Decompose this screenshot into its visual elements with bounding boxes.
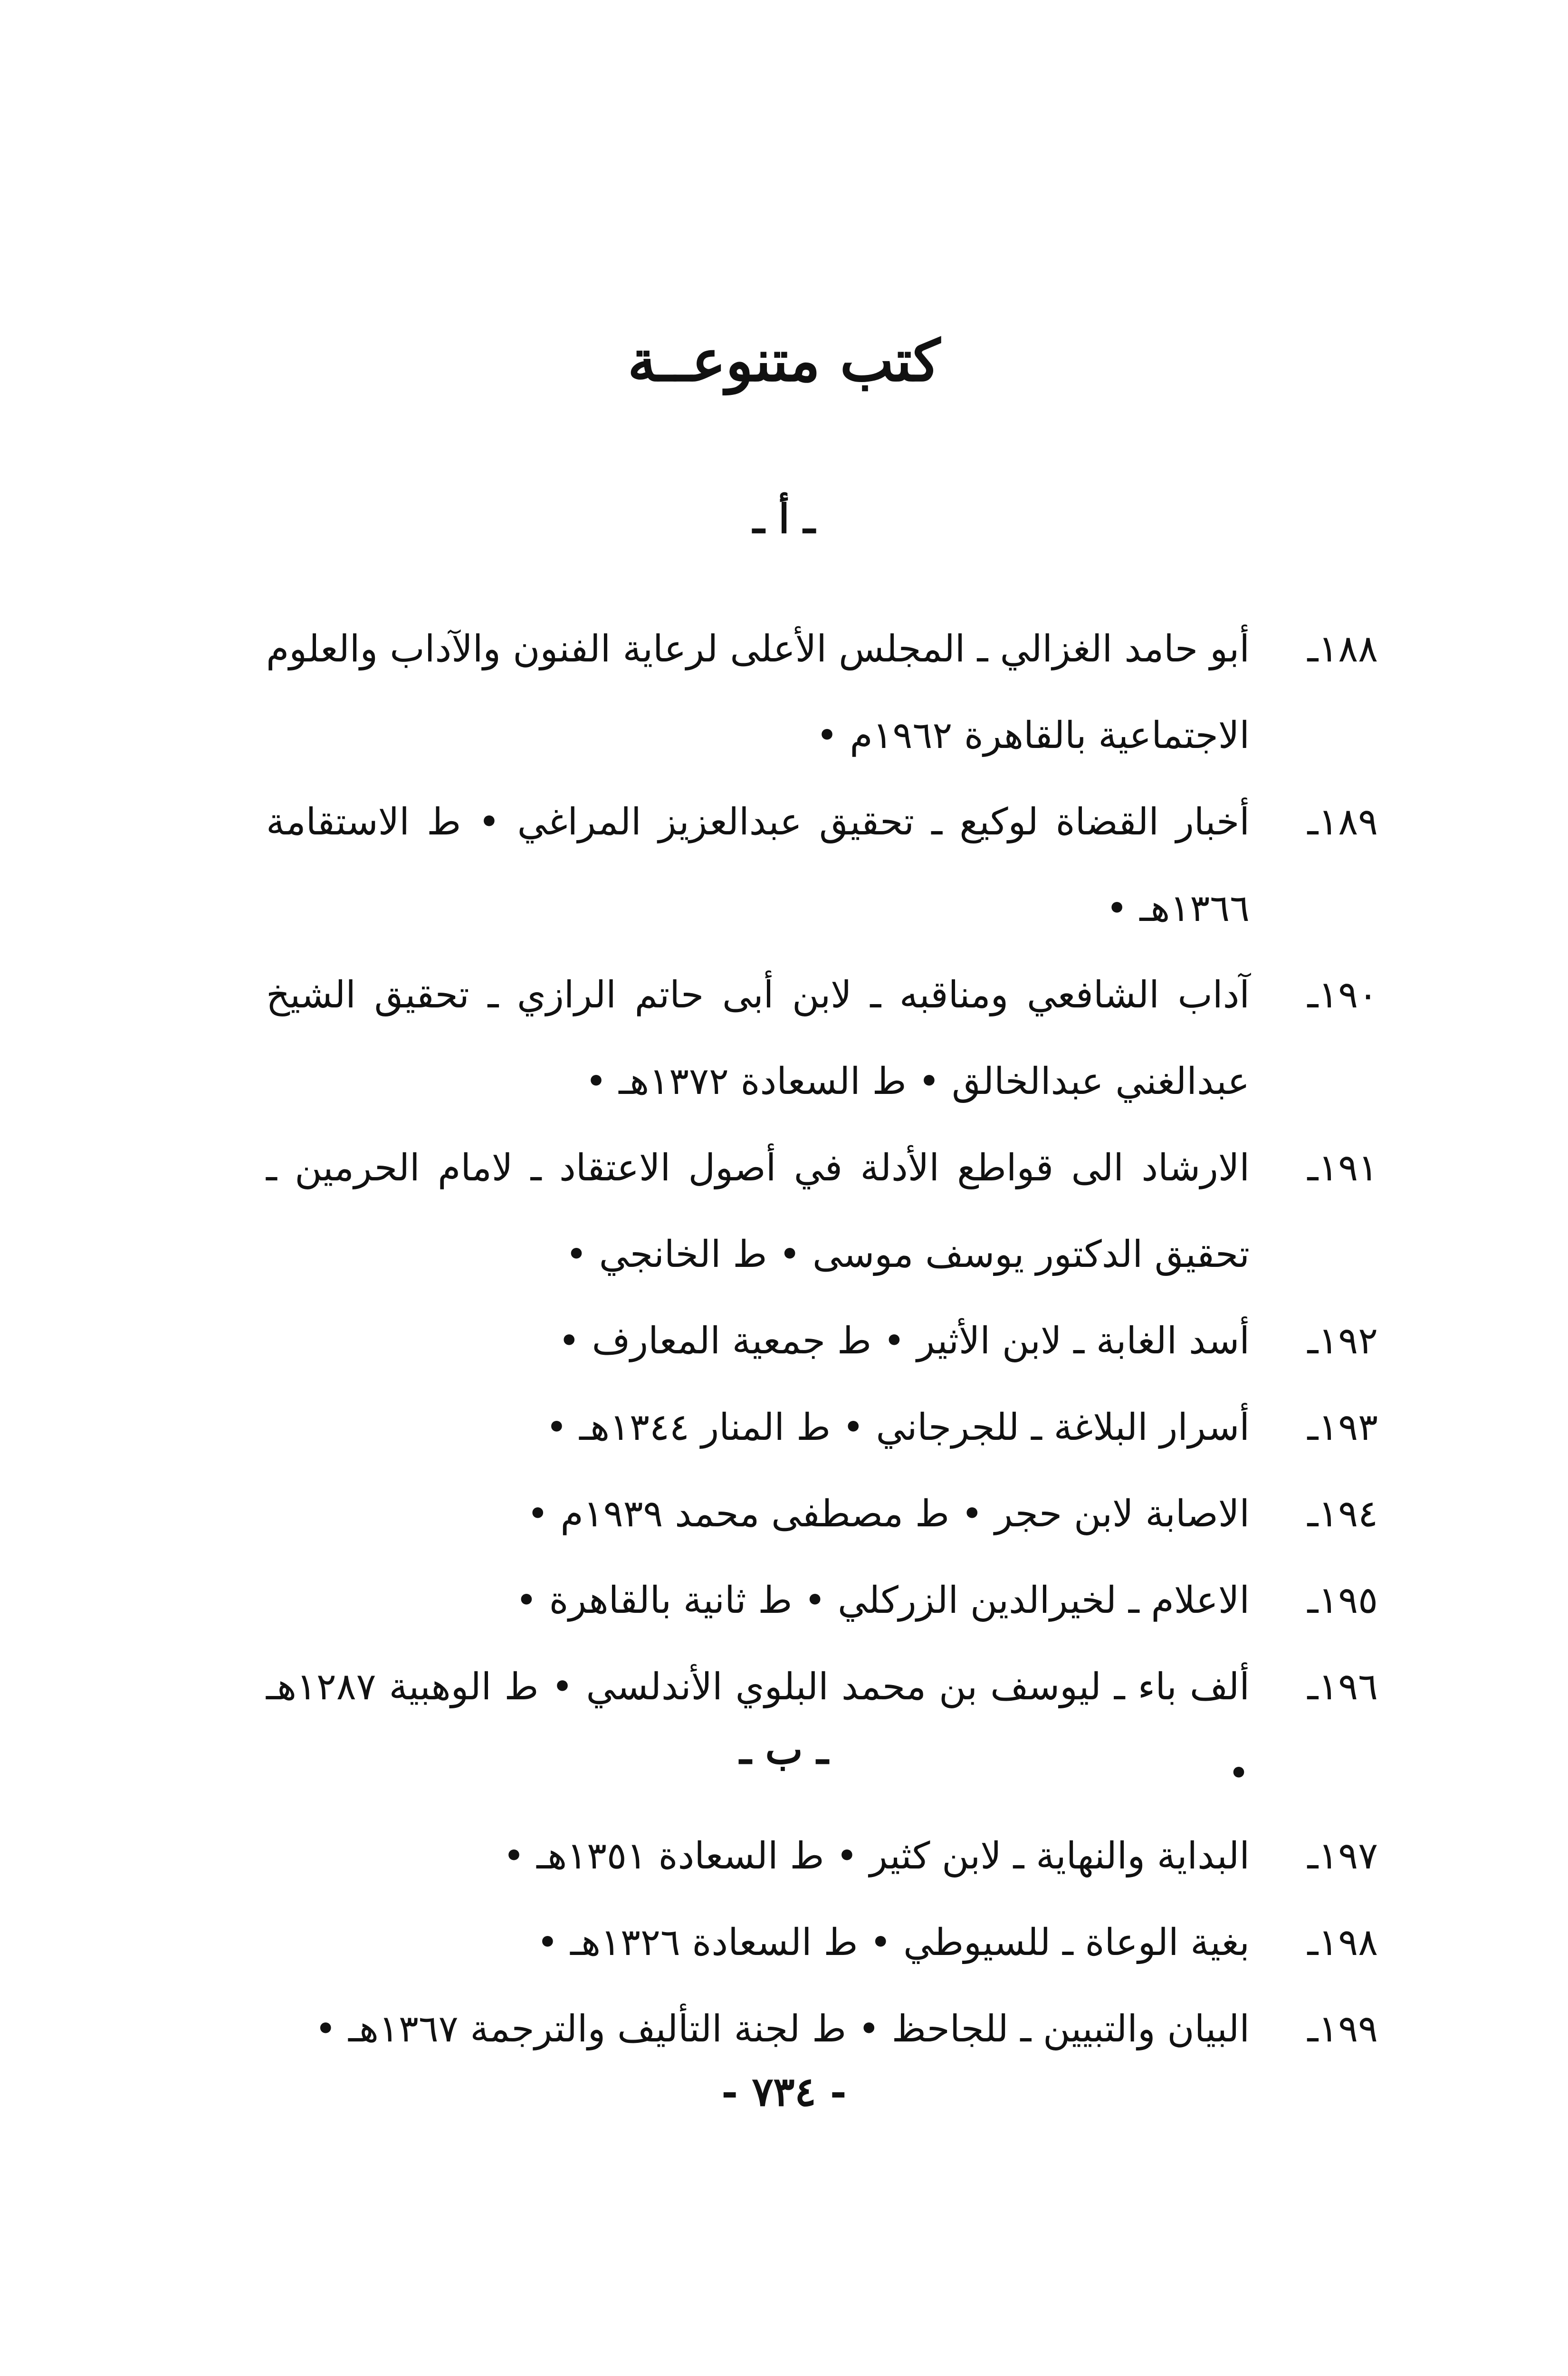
entry-text: البيان والتبيين ـ للجاحظ • ط لجنة التأليف والترجمة ١٣٦٧هـ • bbox=[315, 2008, 1250, 2050]
list-item bbox=[266, 779, 1378, 952]
entry-text: بغية الوعاة ـ للسيوطي • ط السعادة ١٣٢٦هـ • bbox=[536, 1921, 1250, 1964]
list-item bbox=[266, 1813, 1378, 1899]
entry-number: ١٩٧ـ bbox=[1307, 1835, 1378, 1878]
entry-number: ١٩١ـ bbox=[1307, 1147, 1378, 1189]
list-item bbox=[266, 606, 1378, 779]
entry-text: أخبار القضاة لوكيع ـ تحقيق عبدالعزيز المراغي • ط الاستقامة ١٣٦٦هـ • bbox=[266, 801, 1250, 930]
page-title: كتب متنوعــة bbox=[628, 327, 940, 394]
list-item bbox=[266, 1298, 1378, 1384]
list-item bbox=[266, 1899, 1378, 1986]
list-item bbox=[266, 1125, 1378, 1298]
entry-number: ١٩٩ـ bbox=[1307, 2008, 1378, 2050]
entry-text: ألف باء ـ ليوسف بن محمد البلوي الأندلسي • ط الوهبية ١٢٨٧هـ • bbox=[266, 1666, 1250, 1795]
entry-list-alif bbox=[266, 606, 1378, 1817]
entry-text: آداب الشافعي ومناقبه ـ لابن أبى حاتم الرازي ـ تحقيق الشيخ عبدالغني عبدالخالق • ط السعادة ١٣٧٢هـ • bbox=[266, 974, 1250, 1103]
entry-number: ١٩٦ـ bbox=[1307, 1666, 1378, 1708]
entry-number: ١٩٥ـ bbox=[1307, 1579, 1378, 1622]
entry-text: الارشاد الى قواطع الأدلة في أصول الاعتقاد ـ لامام الحرمين ـ تحقيق الدكتور يوسف موسى • ط الخانجي • bbox=[266, 1147, 1250, 1276]
entry-number: ١٩٨ـ bbox=[1307, 1921, 1378, 1964]
entry-number: ١٩٢ـ bbox=[1307, 1320, 1378, 1362]
entry-text: البداية والنهاية ـ لابن كثير • ط السعادة ١٣٥١هـ • bbox=[503, 1835, 1250, 1878]
section-heading-alif: ـ أ ـ bbox=[753, 495, 815, 542]
entry-text: الاصابة لابن حجر • ط مصطفى محمد ١٩٣٩م • bbox=[526, 1493, 1250, 1535]
entry-number: ١٩٣ـ bbox=[1307, 1406, 1378, 1449]
entry-text: الاعلام ـ لخيرالدين الزركلي • ط ثانية بالقاهرة • bbox=[515, 1579, 1250, 1622]
list-item bbox=[266, 1986, 1378, 2072]
section-heading-ba: ـ ب ـ bbox=[739, 1726, 829, 1773]
list-item bbox=[266, 1384, 1378, 1471]
entry-number: ١٩٠ـ bbox=[1307, 974, 1378, 1016]
entry-list-ba bbox=[266, 1813, 1378, 2072]
list-item bbox=[266, 1471, 1378, 1557]
page-number: - ٧٣٤ - bbox=[721, 2068, 847, 2115]
list-item bbox=[266, 1557, 1378, 1644]
list-item bbox=[266, 952, 1378, 1125]
entry-number: ١٨٨ـ bbox=[1307, 628, 1378, 671]
entry-number: ١٨٩ـ bbox=[1307, 801, 1378, 843]
entry-text: أسرار البلاغة ـ للجرجاني • ط المنار ١٣٤٤هـ • bbox=[545, 1406, 1250, 1449]
entry-text: أبو حامد الغزالي ـ المجلس الأعلى لرعاية الفنون والآداب والعلوم الاجتماعية بالقاهرة ١٩٦٢م • bbox=[266, 628, 1250, 757]
entry-text: أسد الغابة ـ لابن الأثير • ط جمعية المعارف • bbox=[558, 1320, 1250, 1362]
entry-number: ١٩٤ـ bbox=[1307, 1493, 1378, 1535]
